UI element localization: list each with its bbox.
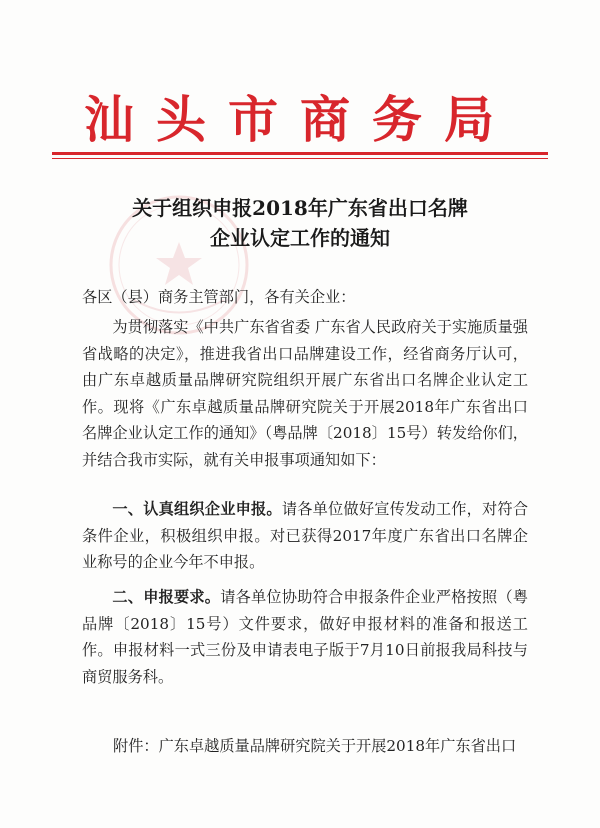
header-thick-rule <box>52 152 548 155</box>
issuing-authority-header: 汕头市商务局 <box>84 90 516 149</box>
paragraph-section-2 <box>82 584 528 690</box>
paragraph-intro: 为贯彻落实《中共广东省省委 广东省人民政府关于实施质量强省战略的决定》，推进我省出口品牌建设工作，经省商务厅认可，由广东卓越质量品牌研究院组织开展广东省出口名牌企业认定工作。现将《广东卓越质量品牌研究院关于开展2018年广东省出口名牌企业认定工作的通知》（粤品牌〔2018〕15号）转发给你们，并结合我市实际，就有关申报事项通知如下： <box>82 318 528 469</box>
document-title-line2: 企业认定工作的通知 <box>210 226 390 250</box>
document-title <box>0 193 600 253</box>
section-2-text: 请各单位协助符合申报条件企业严格按照（粤品牌〔2018〕15号）文件要求，做好申报材料的准备和报送工作。申报材料一式三份及申请表电子版于7月10日前报我局科技与商贸服务科。 <box>82 588 529 686</box>
header-thin-rule <box>52 158 548 159</box>
salutation: 各区（县）商务主管部门，各有关企业： <box>82 288 356 306</box>
section-2-heading: 二、申报要求。 <box>112 588 221 606</box>
document-title-line1: 关于组织申报2018年广东省出口名牌 <box>132 196 468 220</box>
section-1-heading: 一、认真组织企业申报。 <box>112 500 282 518</box>
paragraph-section-1 <box>82 496 528 576</box>
attachment-note: 附件：广东卓越质量品牌研究院关于开展2018年广东省出口 <box>113 737 517 755</box>
section-1-text: 请各单位做好宣传发动工作，对符合条件企业，积极组织申报。对已获得2017年度广东省出口名牌企业称号的企业今年不申报。 <box>82 500 529 572</box>
